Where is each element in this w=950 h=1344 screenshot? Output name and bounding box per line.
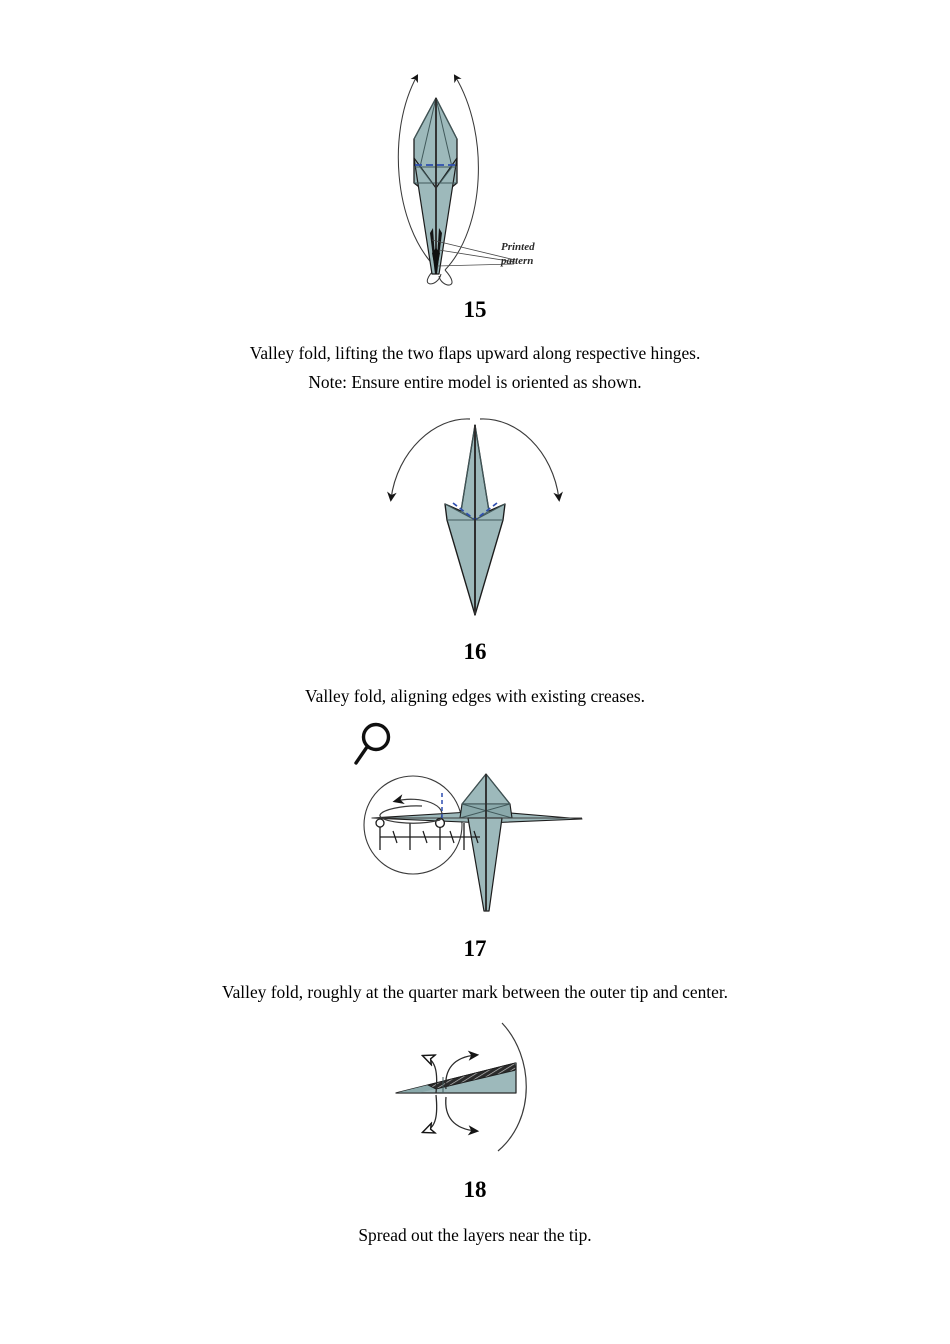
step-15 [0,0,950,392]
step-number-17: 17 [463,936,487,962]
step-number-15: 15 [463,297,487,322]
step-16-figure [0,403,950,628]
step-16-caption-1: Valley fold, aligning edges with existing creases. [305,685,645,706]
step-16-diagram [375,403,575,628]
step-15-caption-1: Valley fold, lifting the two flaps upward along respective hinges. [249,343,701,363]
step-17-caption-1: Valley fold, roughly at the quarter mark between the outer tip and center. [221,982,729,1003]
magnifying-glass-icon [356,725,389,764]
step-18 [0,1002,950,1244]
paper-model-16 [445,425,505,615]
step-18-diagram [388,1015,563,1160]
step-number-18: 18 [463,1176,487,1202]
printed-pattern-label-line-2: pattern [501,255,534,267]
step-18-figure [0,1015,950,1160]
step-15-figure [0,38,950,288]
spread-arrows-hollow [426,1057,437,1131]
measurement-ruler [376,819,480,850]
step-15-caption-2: Note: Ensure entire model is oriented as shown. [308,372,642,393]
step-15-diagram [375,38,575,288]
step-17 [0,705,950,1001]
step-17-diagram [350,719,600,924]
step-16 [0,392,950,705]
paper-model-17 [372,774,582,911]
printed-pattern-label-line-1: Printed [501,241,535,253]
paper-model-18 [396,1063,516,1093]
step-18-caption-1: Spread out the layers near the tip. [358,1224,592,1245]
step-17-figure [0,719,950,924]
step-number-16: 16 [463,638,487,664]
